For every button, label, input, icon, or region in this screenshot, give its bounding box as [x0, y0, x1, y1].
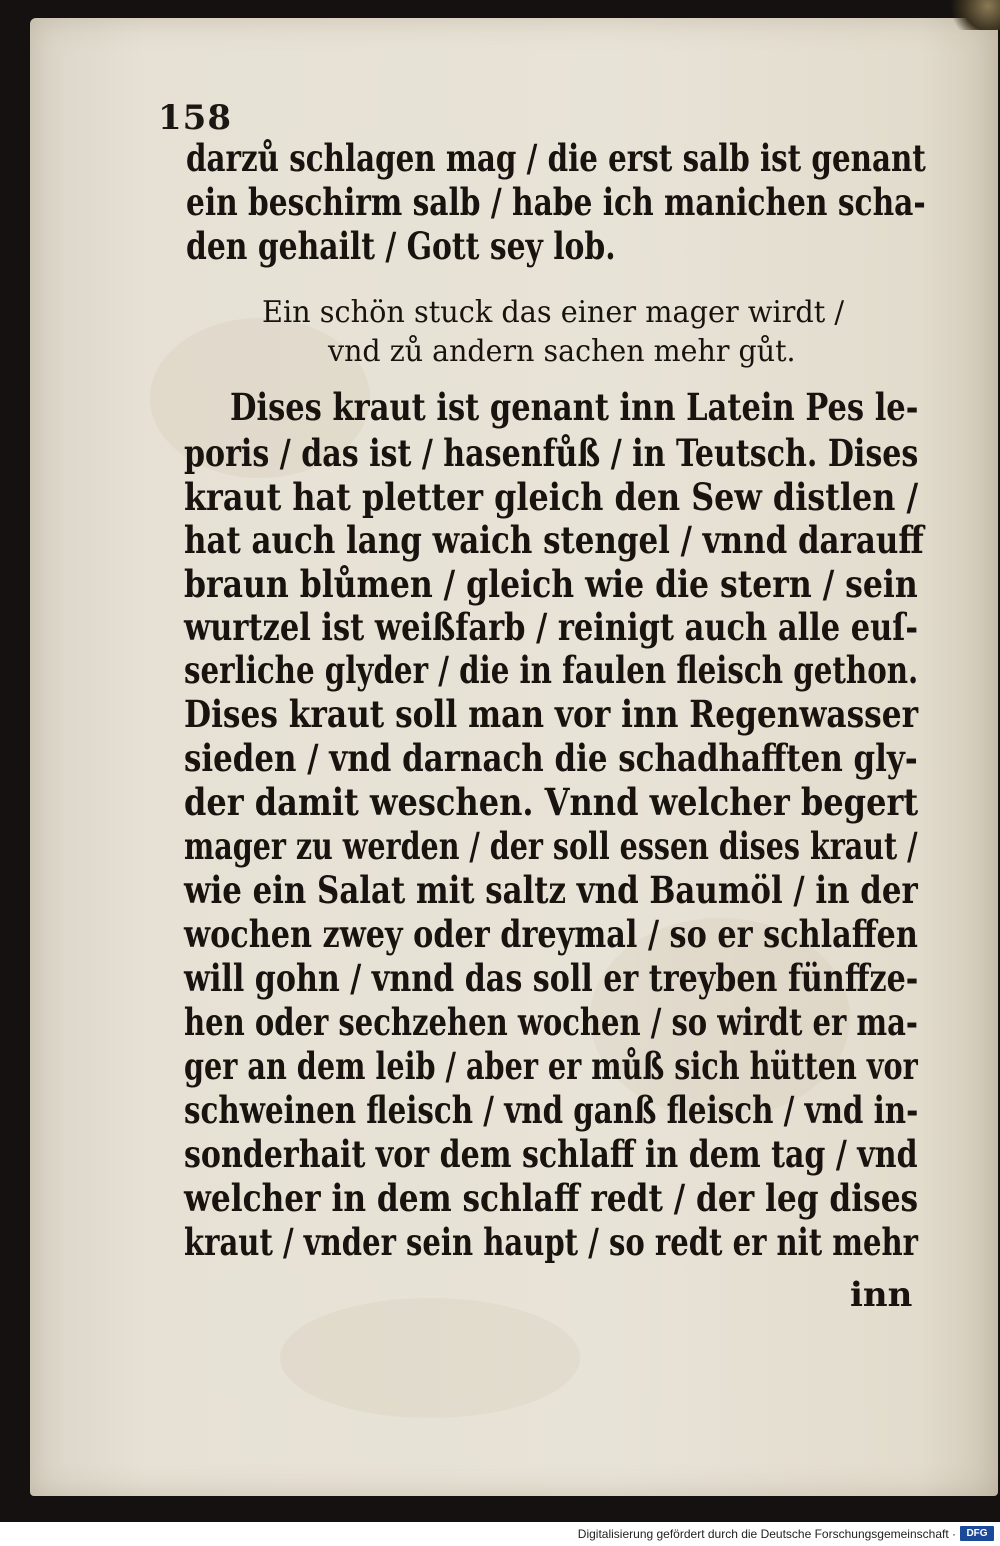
text-line: poris / das ist / hasenfůß / in Teutsch. Dises: [184, 431, 919, 475]
text-line: der damit weschen. Vnnd welcher begert: [184, 780, 919, 824]
text-line: sieden / vnd darnach die schadhafften gly-: [184, 736, 918, 780]
text-line: wurtzel ist weißfarb / reinigt auch alle euſ-: [184, 605, 919, 649]
text-line: kraut / vnder sein haupt / so redt er nit mehr: [184, 1220, 918, 1264]
text-line: hat auch lang waich stengel / vnnd darauff: [184, 518, 924, 562]
corner-ornament: [940, 0, 1000, 30]
text-line: serliche glyder / die in faulen fleisch gethon.: [184, 648, 919, 692]
text-line: den gehailt / Gott sey lob.: [186, 224, 616, 268]
text-line: welcher in dem schlaff redt / der leg dises: [184, 1176, 919, 1220]
funding-credit: Digitalisierung gefördert durch die Deutsche Forschungsgemeinschaft ·: [577, 1527, 956, 1541]
text-line: kraut hat pletter gleich den Sew distlen /: [184, 475, 919, 519]
text-line: hen oder sechzehen wochen / so wirdt er ma-: [184, 1000, 918, 1044]
catchword: inn: [850, 1275, 913, 1315]
text-line: ein beschirm salb / habe ich manichen scha-: [186, 180, 926, 224]
text-line: Dises kraut soll man vor inn Regenwasser: [184, 692, 919, 736]
section-heading-line: vnd zů andern sachen mehr gůt.: [328, 334, 796, 369]
text-line: will gohn / vnnd das soll er treyben fünffze-: [184, 956, 919, 1000]
footer-bar: [0, 1522, 1000, 1546]
text-line: wochen zwey oder dreymal / so er schlaffen: [184, 912, 918, 956]
text-line: darzů schlagen mag / die erst salb ist genant: [186, 136, 926, 180]
text-line: ger an dem leib / aber er můß sich hütten vor: [184, 1044, 918, 1088]
text-line: wie ein Salat mit saltz vnd Baumöl / in der: [184, 868, 918, 912]
text-line: Dises kraut ist genant inn Latein Pes le-: [230, 385, 919, 429]
text-line: sonderhait vor dem schlaff in dem tag / vnd: [184, 1132, 918, 1176]
section-heading-line: Ein schön stuck das einer mager wirdt /: [262, 295, 845, 330]
text-line: schweinen fleisch / vnd ganß fleisch / vnd in-: [184, 1088, 919, 1132]
text-line: mager zu werden / der soll essen dises kraut /: [184, 824, 918, 868]
dfg-logo: DFG: [960, 1526, 994, 1541]
paper-stain: [280, 1298, 580, 1418]
text-line: braun blůmen / gleich wie die stern / sein: [184, 562, 918, 606]
page-number: 158: [158, 98, 232, 138]
